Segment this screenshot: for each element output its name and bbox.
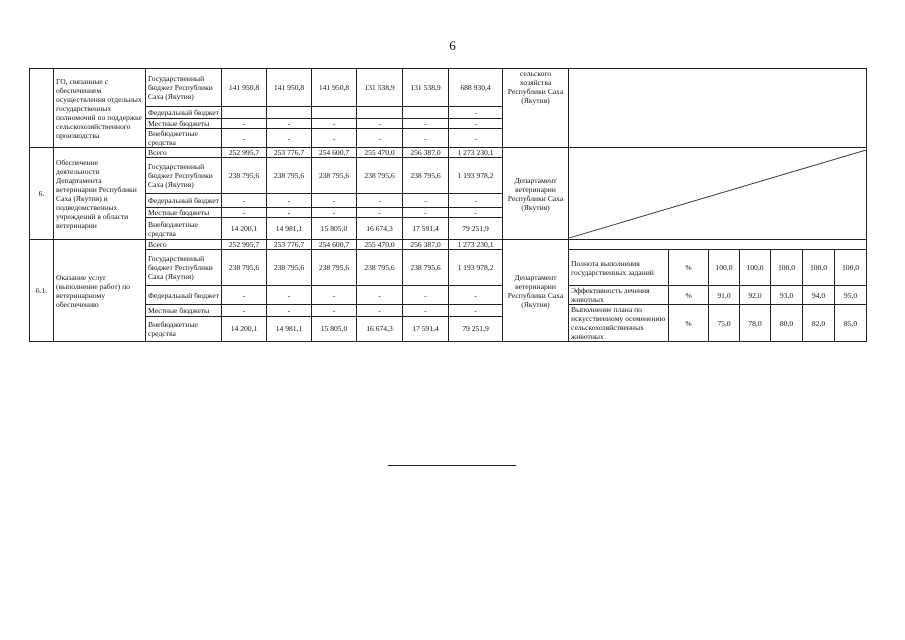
amount-cell: 238 795,6 [222,158,267,194]
amount-cell: - [357,194,403,208]
amount-cell: - [312,119,357,129]
amount-cell: - [357,305,403,317]
executor: Департамент ветеринарии Республики Саха (Якутия) [503,240,569,342]
amount-cell [312,107,357,119]
amount-cell: 256 387,0 [403,148,449,158]
footnote-separator [388,465,516,466]
program-table [29,68,867,342]
executor: сельского хозяйства Республики Саха (Якутия) [503,69,569,148]
amount-cell: 252 995,7 [222,240,267,250]
amount-cell: - [222,286,267,305]
amount-cell: - [312,194,357,208]
funding-source: Местные бюджеты [146,208,222,218]
funding-source: Государственный бюджет Республики Саха (Якутия) [146,69,222,107]
indicator-value: 80,0 [771,305,803,342]
amount-cell: 131 538,9 [357,69,403,107]
amount-cell: - [403,194,449,208]
amount-cell: - [267,208,312,218]
indicator-value: 95,0 [835,286,867,305]
amount-cell: - [267,119,312,129]
amount-cell: 1 273 230,1 [449,240,503,250]
indicator-value: 100,0 [835,250,867,286]
indicator-value: 92,0 [740,286,771,305]
amount-cell: - [449,119,503,129]
amount-cell: 1 273 230,1 [449,148,503,158]
amount-cell: - [222,208,267,218]
amount-cell: 254 600,7 [312,148,357,158]
table-row [30,305,867,317]
amount-cell: 15 805,0 [312,316,357,341]
amount-cell: 17 591,4 [403,316,449,341]
amount-cell: 238 795,6 [357,250,403,286]
amount-cell: 14 981,1 [267,316,312,341]
amount-cell: 16 674,3 [357,316,403,341]
empty-indicator-cell [569,240,867,250]
amount-cell: 141 950,8 [312,69,357,107]
amount-cell: - [312,208,357,218]
indicator-value: 100,0 [771,250,803,286]
amount-cell: - [312,129,357,148]
amount-cell: 252 995,7 [222,148,267,158]
funding-source: Внебюджетные средства [146,218,222,240]
indicator-value: 100,0 [740,250,771,286]
amount-cell: 17 591,4 [403,218,449,240]
funding-source: Государственный бюджет Республики Саха (Якутия) [146,250,222,286]
amount-cell: - [449,107,503,119]
amount-cell: - [449,305,503,317]
amount-cell: 238 795,6 [222,250,267,286]
amount-cell: 253 776,7 [267,240,312,250]
executor: Департамент ветеринарии Республики Саха (Якутия) [503,148,569,240]
amount-cell: 238 795,6 [357,158,403,194]
amount-cell: 255 470,0 [357,240,403,250]
amount-cell: 16 674,3 [357,218,403,240]
row-number: 6. [30,148,54,240]
funding-source: Всего [146,240,222,250]
table-row [30,250,867,286]
amount-cell: 14 981,1 [267,218,312,240]
amount-cell: - [222,305,267,317]
amount-cell: 238 795,6 [312,250,357,286]
amount-cell: 79 251,9 [449,316,503,341]
measure-description: Оказание услуг (выполнение работ) по ветеринарному обеспечению [54,240,146,342]
funding-source: Государственный бюджет Республики Саха (Якутия) [146,158,222,194]
indicator-value: 94,0 [803,286,835,305]
indicator-name: Эффективность лечения животных [569,286,669,305]
amount-cell: 256 387,0 [403,240,449,250]
indicator-value: 100,0 [803,250,835,286]
diagonal-line [569,150,866,238]
amount-cell: 688 930,4 [449,69,503,107]
funding-source: Внебюджетные средства [146,129,222,148]
funding-source: Местные бюджеты [146,305,222,317]
amount-cell: - [357,119,403,129]
measure-description: ГО, связанные с обеспечением осуществления отдельных государственных полномочий по поддержке сельскохозяйственного производства [54,69,146,148]
page-number: 6 [449,38,456,53]
measure-description: Обеспечение деятельности Департамента ветеринарии Республики Саха (Якутия) и подведомственных учреждений в области ветеринарии [54,148,146,240]
amount-cell: - [312,286,357,305]
amount-cell: 1 193 978,2 [449,158,503,194]
amount-cell [267,107,312,119]
table-row [30,286,867,305]
amount-cell: - [312,305,357,317]
amount-cell: - [357,286,403,305]
amount-cell: - [449,129,503,148]
amount-cell: - [267,129,312,148]
amount-cell: - [357,129,403,148]
indicator-value: 78,0 [740,305,771,342]
amount-cell [222,107,267,119]
funding-source: Федеральный бюджет [146,286,222,305]
indicator-value: 100,0 [709,250,740,286]
amount-cell: - [403,208,449,218]
funding-source: Внебюджетные средства [146,316,222,341]
amount-cell: - [357,208,403,218]
amount-cell: - [222,119,267,129]
amount-cell: - [449,194,503,208]
indicator-name: Полнота выполнения государственных заданий [569,250,669,286]
amount-cell: 131 538,9 [403,69,449,107]
indicator-value: 93,0 [771,286,803,305]
table-row [30,240,867,250]
amount-cell: 141 950,8 [267,69,312,107]
empty-indicator-area [569,69,867,148]
amount-cell: 255 470,0 [357,148,403,158]
amount-cell: - [403,286,449,305]
indicator-value: 85,0 [835,305,867,342]
amount-cell: 15 805,0 [312,218,357,240]
amount-cell: - [449,286,503,305]
indicator-value: 91,0 [709,286,740,305]
amount-cell: 79 251,9 [449,218,503,240]
funding-source: Местные бюджеты [146,119,222,129]
amount-cell: - [403,129,449,148]
amount-cell: 14 200,1 [222,316,267,341]
amount-cell: - [449,208,503,218]
amount-cell [357,107,403,119]
funding-source: Всего [146,148,222,158]
amount-cell: - [267,194,312,208]
row-number: 6.1. [30,240,54,342]
amount-cell: 1 193 978,2 [449,250,503,286]
indicator-value: 82,0 [803,305,835,342]
amount-cell: 254 600,7 [312,240,357,250]
amount-cell: 14 200,1 [222,218,267,240]
funding-source: Федеральный бюджет [146,107,222,119]
indicator-unit: % [669,305,709,342]
amount-cell: 238 795,6 [267,158,312,194]
amount-cell: 141 950,8 [222,69,267,107]
indicator-value: 75,0 [709,305,740,342]
indicator-name: Выполнение плана по искусственному осеменению сельскохозяйственных животных [569,305,669,342]
table-row [30,69,867,107]
funding-source: Федеральный бюджет [146,194,222,208]
indicator-unit: % [669,250,709,286]
table-row [30,148,867,158]
amount-cell: - [267,286,312,305]
amount-cell: - [222,129,267,148]
amount-cell: 238 795,6 [403,158,449,194]
row-number [30,69,54,148]
amount-cell: 238 795,6 [312,158,357,194]
amount-cell: - [222,194,267,208]
amount-cell: 238 795,6 [403,250,449,286]
amount-cell: 238 795,6 [267,250,312,286]
amount-cell: - [403,119,449,129]
amount-cell [403,107,449,119]
amount-cell: - [403,305,449,317]
indicator-unit: % [669,286,709,305]
amount-cell: - [267,305,312,317]
amount-cell: 253 776,7 [267,148,312,158]
empty-indicator-area [569,148,867,240]
